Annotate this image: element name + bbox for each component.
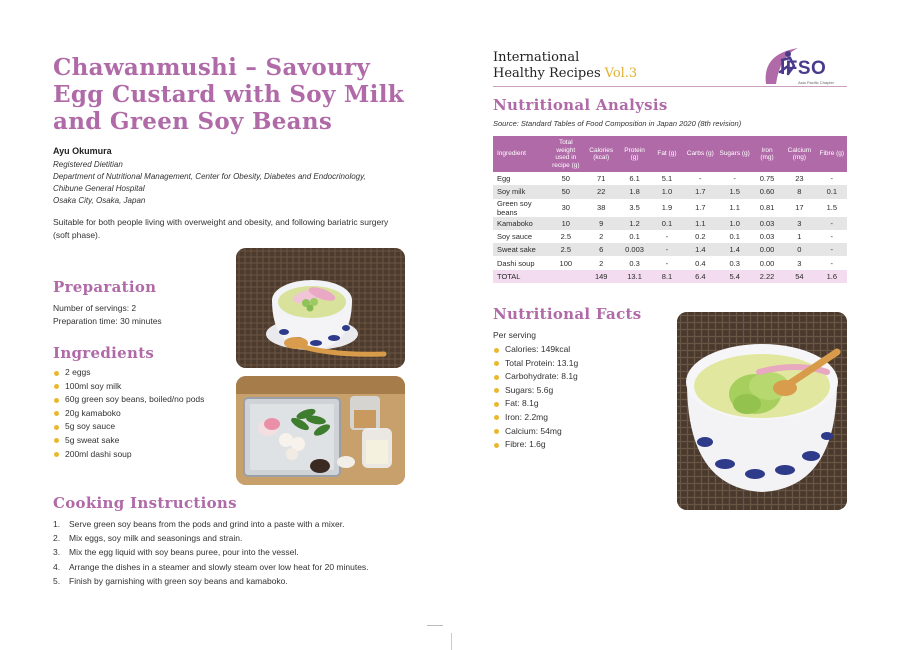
value-cell: 100 — [559, 258, 573, 268]
right-page — [450, 0, 900, 650]
value-cell: 0.75 — [759, 174, 775, 184]
step-number: 2. — [53, 533, 61, 544]
value-cell: 50 — [548, 185, 584, 198]
publication-title-line2: Healthy Recipes — [493, 66, 601, 81]
publication-title-line1: International — [493, 50, 580, 65]
value-cell: - — [665, 258, 669, 268]
ingredients-photo — [236, 376, 405, 485]
value-cell: 71 — [597, 174, 606, 184]
value-cell: 0.1 — [817, 185, 847, 198]
value-cell: 2.22 — [752, 270, 782, 283]
value-cell: 1.4 — [683, 243, 717, 256]
list-item: Total Protein: 13.1g — [493, 357, 663, 371]
value-cell: 0.4 — [695, 258, 706, 268]
step-item — [53, 531, 433, 545]
value-cell: 1.1 — [683, 217, 717, 230]
value-cell: 0.00 — [752, 243, 782, 256]
table-row — [493, 185, 847, 198]
value-cell: 0.60 — [752, 185, 782, 198]
value-cell: 23 — [795, 174, 804, 184]
cooking-steps — [53, 517, 433, 588]
prep-time: Preparation time: 30 minutes — [53, 316, 162, 326]
value-cell: 3 — [782, 217, 816, 230]
value-cell: 6 — [584, 243, 618, 256]
value-cell: 2 — [599, 258, 604, 268]
step-text: Mix eggs, soy milk and seasonings and strain. — [69, 533, 243, 544]
value-cell: 2.5 — [548, 243, 584, 256]
preparation-heading: Preparation — [53, 278, 157, 296]
table-row — [493, 172, 847, 185]
step-item — [53, 574, 433, 588]
value-cell: 3.5 — [629, 203, 640, 213]
table-header-row — [493, 136, 847, 172]
list-item: Sugars: 5.6g — [493, 384, 663, 398]
logo-text: IFSO — [780, 58, 827, 79]
ingredient-cell: Kamaboko — [493, 217, 548, 230]
finished-dish-photo — [236, 248, 405, 368]
closeup-dish-illustration — [677, 312, 847, 510]
value-cell: - — [830, 174, 834, 184]
value-cell: 8 — [782, 185, 816, 198]
table-row — [493, 199, 847, 217]
list-item: 60g green soy beans, boiled/no pods — [53, 393, 253, 407]
step-number: 4. — [53, 561, 61, 572]
value-cell: 0.03 — [752, 217, 782, 230]
column-header: Fat (g) — [651, 136, 683, 172]
volume-label: Vol.3 — [604, 66, 638, 81]
column-header: Ingredient — [493, 136, 548, 172]
list-item: 5g sweat sake — [53, 434, 253, 448]
value-cell: 5.4 — [717, 270, 751, 283]
value-cell: 17 — [795, 203, 804, 213]
table-row — [493, 217, 847, 230]
value-cell: 0.3 — [729, 258, 740, 268]
step-item — [53, 517, 433, 531]
analysis-source: Source: Standard Tables of Food Composition in Japan 2020 (8th revision) — [493, 119, 742, 128]
value-cell: - — [830, 232, 834, 242]
table-row — [493, 270, 847, 283]
ingredient-cell: Sweat sake — [493, 243, 548, 256]
publication-title — [493, 50, 637, 82]
value-cell: 0.03 — [759, 232, 775, 242]
step-number: 1. — [53, 519, 61, 529]
value-cell: 8.1 — [651, 270, 683, 283]
value-cell: - — [665, 232, 669, 242]
value-cell: 1 — [797, 232, 802, 242]
table-row — [493, 243, 847, 256]
value-cell: 1.0 — [651, 185, 683, 198]
author-affiliation — [53, 159, 413, 207]
affiliation-line: Osaka City, Osaka, Japan — [53, 196, 146, 205]
value-cell: 0.1 — [729, 232, 740, 242]
cooking-heading: Cooking Instructions — [53, 494, 237, 512]
header-rule — [493, 86, 847, 87]
value-cell: 30 — [561, 203, 570, 213]
column-header: Calories (kcal) — [584, 136, 618, 172]
logo-subtitle: Asia Pacific Chapter — [798, 80, 835, 85]
value-cell: - — [651, 243, 683, 256]
column-header: Sugars (g) — [717, 136, 751, 172]
column-header: Protein (g) — [618, 136, 650, 172]
affiliation-line: Chibune General Hospital — [53, 184, 145, 193]
value-cell: 1.2 — [618, 217, 650, 230]
value-cell: 1.9 — [661, 203, 673, 213]
value-cell: 6.1 — [629, 174, 640, 184]
value-cell — [548, 270, 584, 283]
value-cell: - — [830, 258, 834, 268]
step-item — [53, 560, 433, 574]
per-serving-label: Per serving — [493, 330, 536, 340]
recipe-intro: Suitable for both people living with overweight and obesity, and following bariatric surgery (soft phase). — [53, 217, 389, 240]
value-cell: 149 — [584, 270, 618, 283]
value-cell: 1.1 — [729, 203, 740, 213]
value-cell: 1.5 — [717, 185, 751, 198]
column-header: Carbs (g) — [683, 136, 717, 172]
value-cell: 0.3 — [629, 258, 640, 268]
list-item: Iron: 2.2mg — [493, 411, 663, 425]
nutrition-table — [493, 136, 847, 283]
ingredient-cell: Soy sauce — [497, 232, 533, 242]
preparation-info — [53, 302, 162, 328]
ingredients-list — [53, 366, 253, 461]
column-header: Calcium (mg) — [782, 136, 816, 172]
step-item — [53, 545, 433, 559]
step-text: Arrange the dishes in a steamer and slowly steam over low heat for 20 minutes. — [69, 561, 369, 572]
step-text: Mix the egg liquid with soy beans puree, pour into the vessel. — [69, 547, 299, 558]
value-cell: 54 — [782, 270, 816, 283]
value-cell: 0.1 — [651, 217, 683, 230]
nutrition-table-body — [493, 172, 847, 283]
step-number: 3. — [53, 547, 61, 558]
value-cell: - — [817, 243, 847, 256]
list-item: Carbohydrate: 8.1g — [493, 370, 663, 384]
servings: Number of servings: 2 — [53, 303, 137, 313]
value-cell: 2 — [599, 232, 604, 242]
value-cell: 3 — [797, 258, 802, 268]
value-cell: 0.1 — [629, 232, 640, 242]
ingredient-cell: TOTAL — [493, 270, 548, 283]
column-header: Fibre (g) — [817, 136, 847, 172]
affiliation-line: Registered Dietitian — [53, 160, 123, 169]
ingredient-cell: Egg — [497, 174, 511, 184]
value-cell: 0.003 — [618, 243, 650, 256]
value-cell: 22 — [584, 185, 618, 198]
column-header: Iron (mg) — [752, 136, 782, 172]
value-cell: 0.2 — [695, 232, 706, 242]
list-item: 5g soy sauce — [53, 420, 253, 434]
value-cell: 1.8 — [618, 185, 650, 198]
value-cell: 0 — [782, 243, 816, 256]
value-cell: 0.00 — [759, 258, 775, 268]
value-cell: - — [817, 217, 847, 230]
ingredient-cell: Dashi soup — [497, 258, 535, 268]
value-cell: 5.1 — [661, 174, 673, 184]
value-cell: 38 — [597, 203, 606, 213]
list-item: Calories: 149kcal — [493, 343, 663, 357]
step-text: Serve green soy beans from the pods and grind into a paste with a mixer. — [69, 519, 345, 529]
value-cell: - — [699, 174, 702, 184]
list-item: 200ml dashi soup — [53, 448, 253, 462]
facts-list — [493, 343, 663, 452]
author-name: Ayu Okumura — [53, 146, 112, 156]
list-item: Fat: 8.1g — [493, 397, 663, 411]
ingredient-cell: Green soy beans — [497, 198, 532, 217]
value-cell: 6.4 — [683, 270, 717, 283]
table-row — [493, 256, 847, 269]
column-header: Total weight used in recipe (g) — [548, 136, 584, 172]
value-cell: 0.81 — [759, 203, 775, 213]
value-cell: 1.7 — [683, 185, 717, 198]
value-cell: 1.6 — [817, 270, 847, 283]
list-item: 20g kamaboko — [53, 407, 253, 421]
analysis-heading: Nutritional Analysis — [493, 96, 668, 114]
list-item: 100ml soy milk — [53, 380, 253, 394]
value-cell: 2.5 — [560, 232, 572, 242]
value-cell: 13.1 — [618, 270, 650, 283]
value-cell: 50 — [561, 174, 570, 184]
recipe-title: Chawanmushi – Savoury Egg Custard with Soy Milk and Green Soy Beans — [53, 54, 404, 135]
value-cell: 1.5 — [826, 203, 837, 213]
ingredients-illustration — [236, 376, 405, 485]
facts-heading: Nutritional Facts — [493, 305, 642, 323]
list-item: Fibre: 1.6g — [493, 438, 663, 452]
closeup-dish-photo — [677, 312, 847, 510]
step-text: Finish by garnishing with green soy beans and kamaboko. — [69, 575, 288, 586]
value-cell: 9 — [584, 217, 618, 230]
value-cell: 1.7 — [695, 203, 706, 213]
value-cell: 1.0 — [717, 217, 751, 230]
table-row — [493, 230, 847, 243]
value-cell: 1.4 — [717, 243, 751, 256]
affiliation-line: Department of Nutritional Management, Center for Obesity, Diabetes and Endocrinology, — [53, 172, 366, 181]
page-marker — [427, 625, 443, 626]
value-cell: 10 — [548, 217, 584, 230]
list-item: Calcium: 54mg — [493, 425, 663, 439]
value-cell: - — [733, 174, 736, 184]
ingredient-cell: Soy milk — [493, 185, 548, 198]
step-number: 5. — [53, 575, 61, 586]
ingredients-heading: Ingredients — [53, 344, 155, 362]
list-item: 2 eggs — [53, 366, 253, 380]
finished-dish-illustration — [236, 248, 405, 368]
